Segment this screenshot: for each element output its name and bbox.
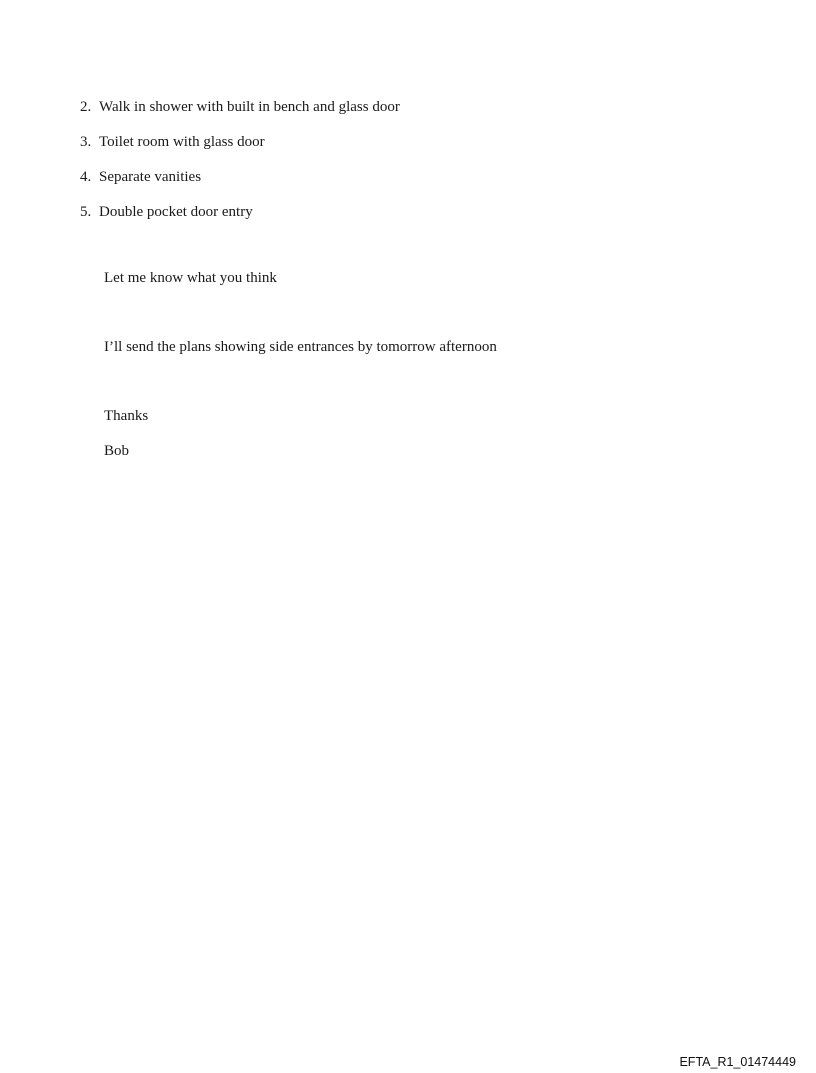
- signature-line: Bob: [104, 443, 130, 459]
- plans-note-line: I’ll send the plans showing side entrances by tomorrow afternoon: [104, 339, 497, 355]
- closing-line: Thanks: [104, 408, 149, 424]
- list-item-number: 5.: [80, 204, 92, 220]
- list-item-text: Double pocket door entry: [99, 204, 253, 220]
- list-item-number: 2.: [80, 99, 92, 115]
- list-item-number: 4.: [80, 169, 92, 185]
- list-item-text: Toilet room with glass door: [99, 134, 265, 150]
- feedback-request-line: Let me know what you think: [104, 270, 277, 286]
- list-item-number: 3.: [80, 134, 92, 150]
- list-item: [80, 202, 400, 237]
- list-item-text: Walk in shower with built in bench and glass door: [99, 99, 400, 115]
- bates-number: EFTA_R1_01474449: [679, 1055, 796, 1069]
- list-item: [80, 167, 400, 202]
- list-item: [80, 97, 400, 132]
- list-item-text: Separate vanities: [99, 169, 202, 185]
- list-item: [80, 132, 400, 167]
- numbered-list: [80, 97, 400, 237]
